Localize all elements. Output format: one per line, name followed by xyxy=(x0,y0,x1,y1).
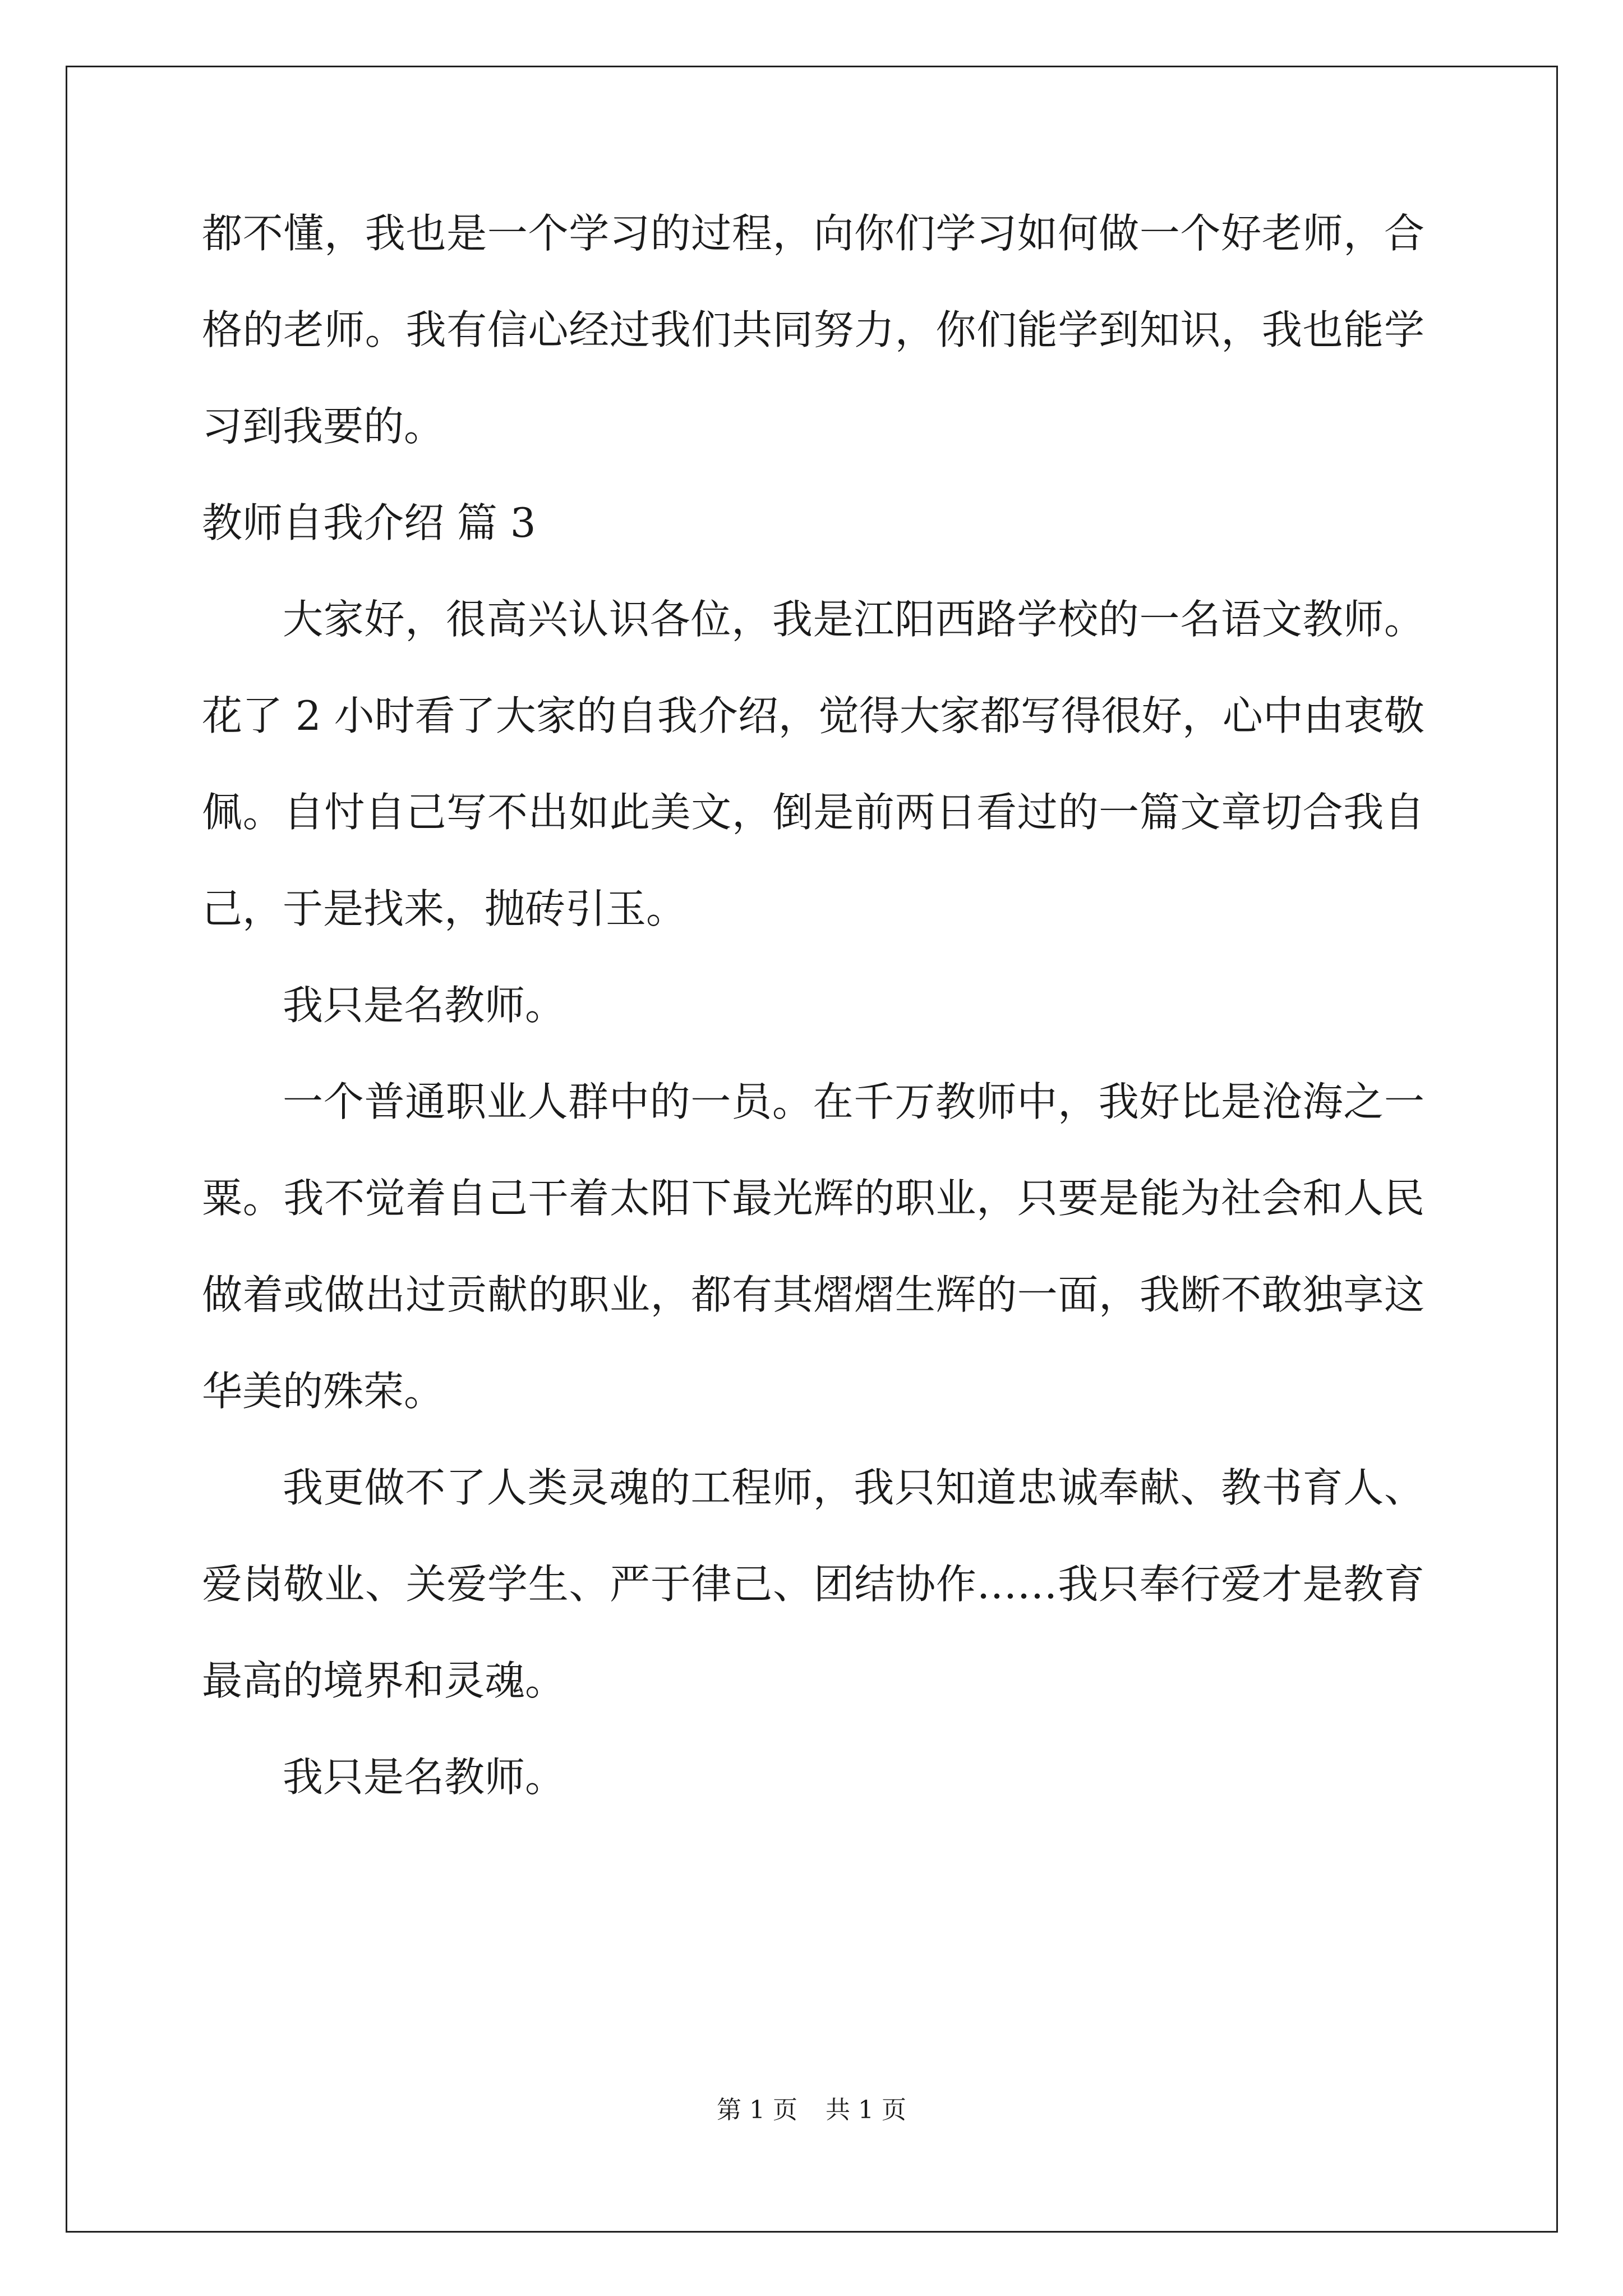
text-line: 格的老师。我有信心经过我们共同努力，你们能学到知识，我也能学 xyxy=(202,306,1424,353)
text-line: 我更做不了人类灵魂的工程师，我只知道忠诚奉献、教书育人、 xyxy=(283,1464,1424,1511)
text-line: 爱岗敬业、关爱学生、严于律己、团结协作……我只奉行爱才是教育 xyxy=(202,1561,1424,1608)
document-body xyxy=(202,210,1424,1853)
text-line: 粟。我不觉着自己干着太阳下最光辉的职业，只要是能为社会和人民 xyxy=(202,1175,1424,1222)
text-line: 华美的殊荣。 xyxy=(202,1368,445,1415)
text-line: 一个普通职业人群中的一员。在千万教师中，我好比是沧海之一 xyxy=(283,1078,1424,1125)
text-line: 佩。自忖自己写不出如此美文，倒是前两日看过的一篇文章切合我自 xyxy=(202,789,1424,836)
page-number-current: 第 1 页 xyxy=(717,2096,797,2124)
text-line: 大家好，很高兴认识各位，我是江阳西路学校的一名语文教师。 xyxy=(283,596,1424,643)
text-line: 己，于是找来，抛砖引玉。 xyxy=(202,885,687,932)
text-line: 习到我要的。 xyxy=(202,403,445,450)
text-line: 最高的境界和灵魂。 xyxy=(202,1657,566,1704)
section-heading: 教师自我介绍 篇 3 xyxy=(202,499,536,546)
text-line: 都不懂，我也是一个学习的过程，向你们学习如何做一个好老师，合 xyxy=(202,210,1424,257)
page-number-total: 共 1 页 xyxy=(826,2096,906,2124)
text-line: 做着或做出过贡献的职业，都有其熠熠生辉的一面，我断不敢独享这 xyxy=(202,1271,1424,1318)
page-footer xyxy=(0,2098,1623,2123)
text-line: 我只是名教师。 xyxy=(283,982,566,1029)
text-line: 我只是名教师。 xyxy=(283,1754,566,1801)
text-line: 花了 2 小时看了大家的自我介绍，觉得大家都写得很好，心中由衷敬 xyxy=(202,692,1424,739)
